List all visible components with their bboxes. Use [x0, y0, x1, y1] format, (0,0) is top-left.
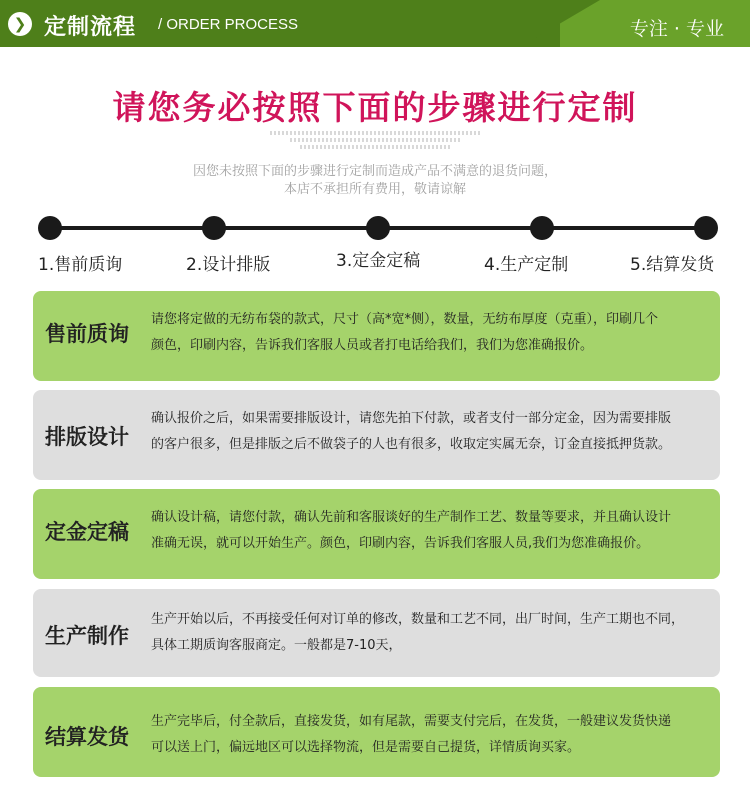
timeline-dot — [694, 216, 718, 240]
timeline-dot — [202, 216, 226, 240]
step-label-5: 5.结算发货 — [630, 255, 715, 275]
notice-line-2: 本店不承担所有费用，敬请谅解 — [283, 182, 466, 197]
card-text-line: 确认报价之后，如果需要排版设计，请您先拍下付款，或者支付一部分定金，因为需要排版 — [151, 411, 672, 426]
card-text-line: 确认设计稿，请您付款，确认先前和客服谈好的生产制作工艺、数量等要求，并且确认设计 — [151, 510, 672, 525]
card-title: 生产制作 — [45, 624, 129, 648]
step-card-production — [33, 589, 720, 677]
section-subtitle: / ORDER PROCESS — [158, 16, 299, 33]
card-text-line: 可以送上门，偏远地区可以选择物流，但是需要自己提货，详情质询买家。 — [151, 740, 581, 755]
step-label-2: 2.设计排版 — [186, 255, 271, 275]
card-text — [151, 307, 711, 359]
header-slogan: 专注 · 专业 — [629, 18, 724, 40]
card-text — [151, 607, 711, 659]
card-title: 结算发货 — [45, 725, 129, 749]
header-white-strip — [0, 47, 750, 58]
card-text — [151, 505, 711, 557]
page-title: 请您务必按照下面的步骤进行定制 — [112, 88, 638, 127]
timeline-dot — [366, 216, 390, 240]
step-card-design — [33, 390, 720, 480]
chevron-right-icon: ❯ — [8, 12, 32, 36]
step-card-deposit — [33, 489, 720, 579]
notice-line-1: 因您未按照下面的步骤进行定制而造成产品不满意的退货问题， — [192, 164, 557, 179]
step-label-3: 3.定金定稿 — [336, 251, 421, 271]
card-title: 排版设计 — [45, 425, 129, 449]
card-title: 定金定稿 — [45, 520, 129, 544]
card-text-line: 颜色，印刷内容，告诉我们客服人员或者打电话给我们，我们为您准确报价。 — [151, 338, 594, 353]
card-text-line: 生产开始以后，不再接受任何对订单的修改，数量和工艺不同，出厂时间，生产工期也不同， — [151, 612, 685, 627]
card-text-line: 准确无误，就可以开始生产。颜色，印刷内容，告诉我们客服人员,我们为您准确报价。 — [151, 536, 650, 551]
step-card-settlement — [33, 687, 720, 777]
step-card-presale — [33, 291, 720, 381]
card-text-line: 的客户很多，但是排版之后不做袋子的人也有很多，收取定实属无奈，订金直接抵押货款。 — [151, 437, 672, 452]
card-text — [151, 406, 711, 458]
header-banner — [0, 0, 750, 58]
card-text-line: 生产完毕后，付全款后，直接发货，如有尾款，需要支付完后，在发货，一般建议发货快递 — [151, 714, 672, 729]
step-label-4: 4.生产定制 — [484, 255, 569, 275]
card-text — [151, 709, 711, 761]
step-label-1: 1.售前质询 — [38, 255, 123, 275]
decorative-fine-print — [270, 131, 480, 135]
header-wedge — [520, 0, 600, 47]
card-title: 售前质询 — [45, 322, 129, 346]
timeline-dot — [530, 216, 554, 240]
card-text-line: 请您将定做的无纺布袋的款式，尺寸（高*宽*侧），数量，无纺布厚度（克重），印刷几个 — [151, 312, 659, 327]
section-title: 定制流程 — [44, 15, 137, 40]
timeline-dot — [38, 216, 62, 240]
decorative-fine-print — [300, 145, 450, 149]
decorative-fine-print — [290, 138, 460, 142]
card-text-line: 具体工期质询客服商定。一般都是7-10天， — [151, 638, 402, 653]
